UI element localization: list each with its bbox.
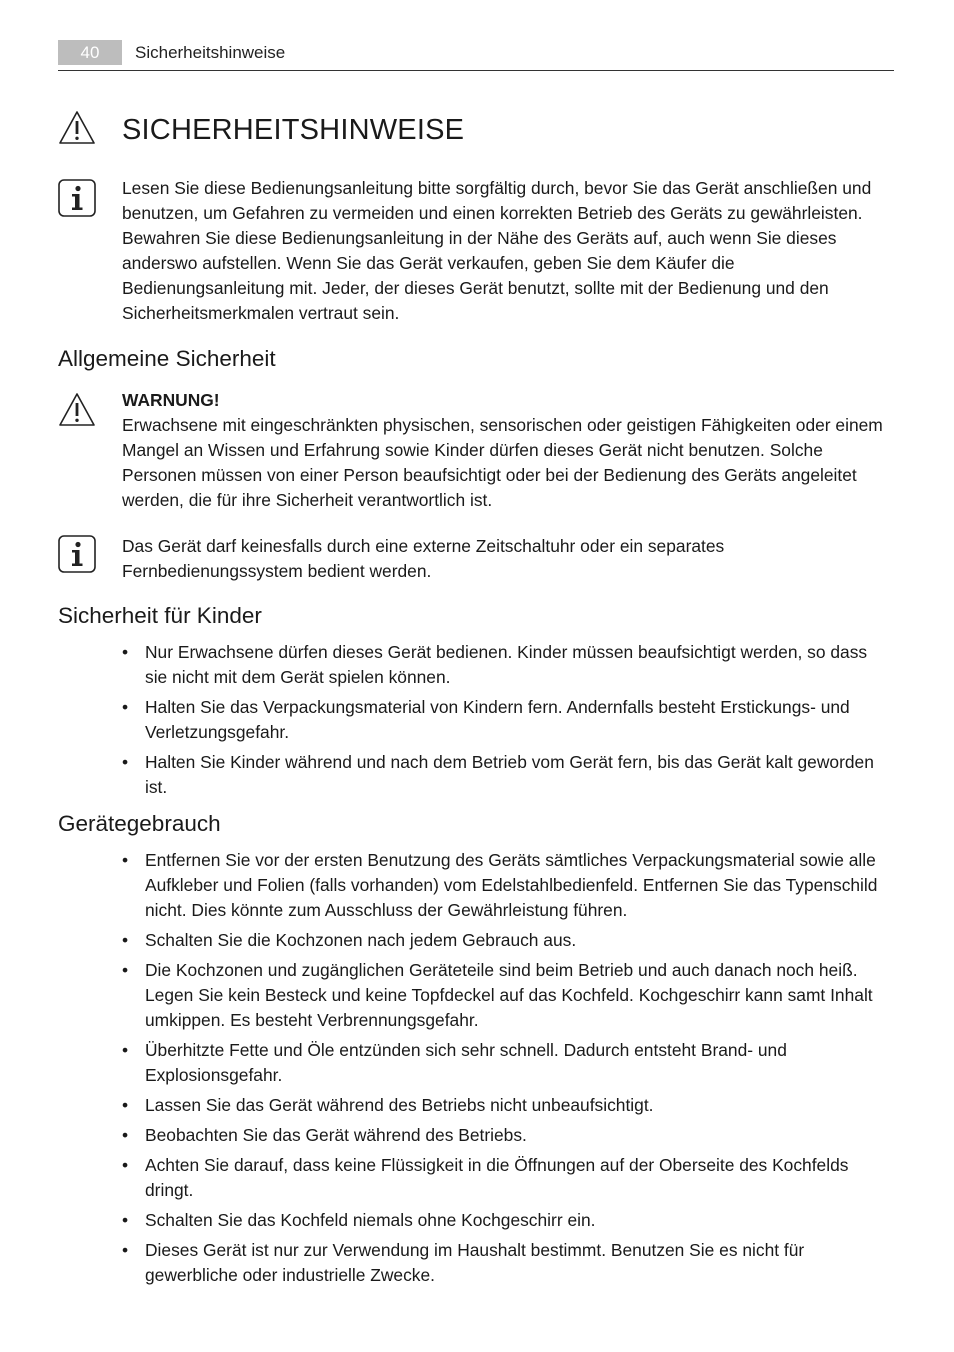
info-icon — [58, 179, 96, 217]
info-icon — [58, 535, 96, 573]
child-safety-list — [122, 640, 882, 805]
section-heading-child-safety: Sicherheit für Kinder — [58, 603, 262, 628]
list-item: • Dieses Gerät ist nur zur Verwendung im Haushalt bestimmt. Benutzen Sie es nicht für gewerbliche oder industrielle Zwecke. — [122, 1238, 882, 1288]
device-use-list — [122, 848, 882, 1293]
list-item: • Die Kochzonen und zugänglichen Geräteteile sind beim Betrieb und auch danach noch heiß. Legen Sie kein Besteck und keine Topfdeckel auf das Kochfeld. Kochgeschirr kann samt Inhalt umkippen. Es besteht Verbrennungsgefahr. — [122, 958, 882, 1033]
list-item: • Schalten Sie die Kochzonen nach jedem Gebrauch aus. — [122, 928, 882, 953]
intro-paragraph: Lesen Sie diese Bedienungsanleitung bitte sorgfältig durch, bevor Sie das Gerät anschließen und benutzen, um Gefahren zu vermeiden und einen korrekten Betrieb des Geräts zu gewährleisten. Bewahren Sie diese Bedienungsanleitung in der Nähe des Geräts auf, auch wenn Sie dieses anderswo aufstellen. Wenn Sie das Gerät verkaufen, geben Sie dem Käufer die Bedienungsanleitung mit. Jeder, der dieses Gerät benutzt, sollte mit der Bedienung und den Sicherheitsmerkmalen vertraut sein. — [122, 178, 872, 323]
page-number: 40 — [58, 40, 122, 65]
warning-triangle-icon — [58, 110, 96, 148]
section-heading-device-use: Gerätegebrauch — [58, 811, 221, 836]
list-item: • Überhitzte Fette und Öle entzünden sich sehr schnell. Dadurch entsteht Brand- und Explosionsgefahr. — [122, 1038, 882, 1088]
warning-block — [122, 388, 894, 513]
warning-text: Erwachsene mit eingeschränkten physischen, sensorischen oder geistigen Fähigkeiten oder einem Mangel an Wissen und Erfahrung sowie Kinder dürfen dieses Gerät nicht benutzen. Solche Personen müssen von einer Person beaufsichtigt oder bei der Bedienung des Geräts angeleitet werden, die für ihre Sicherheit verantwortlich ist. — [122, 415, 883, 510]
info-paragraph: Das Gerät darf keinesfalls durch eine externe Zeitschaltuhr oder ein separates Fernbedienungssystem bedient werden. — [122, 536, 725, 581]
list-item: • Achten Sie darauf, dass keine Flüssigkeit in die Öffnungen auf der Oberseite des Kochfelds dringt. — [122, 1153, 882, 1203]
warning-triangle-icon — [58, 392, 96, 430]
running-title: Sicherheitshinweise — [135, 43, 286, 62]
list-item: • Halten Sie Kinder während und nach dem Betrieb vom Gerät fern, bis das Gerät kalt geworden ist. — [122, 750, 882, 800]
page-header — [58, 40, 894, 71]
page-title: SICHERHEITSHINWEISE — [122, 114, 465, 146]
list-item: • Schalten Sie das Kochfeld niemals ohne Kochgeschirr ein. — [122, 1208, 882, 1233]
list-item: • Entfernen Sie vor der ersten Benutzung des Geräts sämtliches Verpackungsmaterial sowie alle Aufkleber und Folien (falls vorhanden) vom Edelstahlbedienfeld. Entfernen Sie das Typenschild nicht. Dies könnte zum Ausschluss der Gewährleistung führen. — [122, 848, 882, 923]
list-item: • Nur Erwachsene dürfen dieses Gerät bedienen. Kinder müssen beaufsichtigt werden, so dass sie nicht mit dem Gerät spielen können. — [122, 640, 882, 690]
section-heading-general-safety: Allgemeine Sicherheit — [58, 346, 276, 371]
warning-title: WARNUNG! — [122, 390, 220, 410]
list-item: • Beobachten Sie das Gerät während des Betriebs. — [122, 1123, 882, 1148]
list-item: • Lassen Sie das Gerät während des Betriebs nicht unbeaufsichtigt. — [122, 1093, 882, 1118]
list-item: • Halten Sie das Verpackungsmaterial von Kindern fern. Andernfalls besteht Erstickungs- und Verletzungsgefahr. — [122, 695, 882, 745]
